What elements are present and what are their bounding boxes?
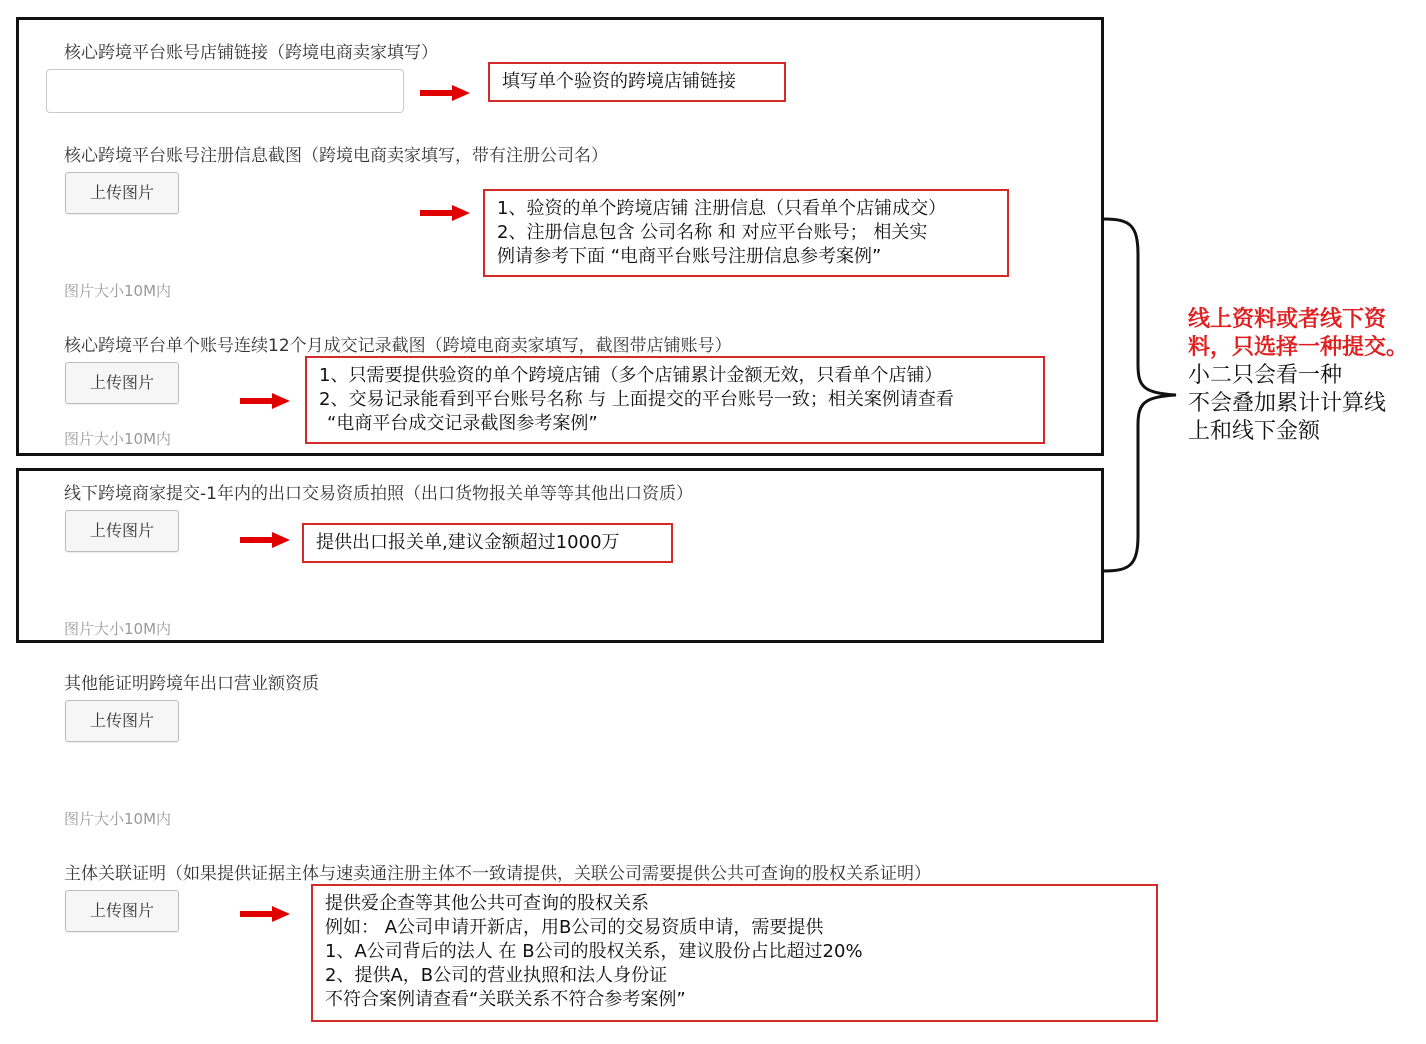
right-brace-icon [1100,215,1180,575]
export-note: 提供出口报关单,建议金额超过1000万 [302,523,673,563]
side-note-red-line: 线上资料或者线下资 [1188,307,1387,332]
relation-note: 提供爱企查等其他公共可查询的股权关系 例如： A公司申请开新店，用B公司的交易资质申请，需要提供 1、A公司背后的法人 在 B公司的股权关系，建议股份占比超过20% 2、提供A，B公司的营业执照和法人身份证 不符合案例请查看“关联关系不符合参考案例” [311,884,1158,1022]
export-size-hint: 图片大小10M内 [64,620,172,638]
store-link-input[interactable] [46,69,404,113]
right-arrow-icon [420,85,470,101]
registration-size-hint: 图片大小10M内 [64,282,172,300]
right-arrow-icon [240,393,290,409]
other-size-hint: 图片大小10M内 [64,810,172,828]
transaction-note: 1、只需要提供验资的单个跨境店铺（多个店铺累计金额无效，只看单个店铺） 2、交易记录能看到平台账号名称 与 上面提交的平台账号一致；相关案例请查看 “电商平台成交记录截图参考案例” [305,356,1045,444]
store-link-label: 核心跨境平台账号店铺链接（跨境电商卖家填写） [64,43,438,63]
transaction-record-label: 核心跨境平台单个账号连续12个月成交记录截图（跨境电商卖家填写，截图带店铺账号） [64,336,732,356]
store-link-note: 填写单个验资的跨境店铺链接 [488,62,786,102]
upload-export-button[interactable]: 上传图片 [65,510,179,552]
side-note-black-line: 不会叠加累计计算线 [1188,391,1387,416]
right-arrow-icon [420,205,470,221]
right-arrow-icon [240,906,290,922]
side-note-black-line: 上和线下金额 [1188,419,1321,444]
transaction-size-hint: 图片大小10M内 [64,430,172,448]
side-note-red-line: 料，只选择一种提交。 [1188,335,1409,360]
registration-screenshot-label: 核心跨境平台账号注册信息截图（跨境电商卖家填写，带有注册公司名） [64,146,608,166]
upload-transaction-button[interactable]: 上传图片 [65,362,179,404]
registration-note: 1、验资的单个跨境店铺 注册信息（只看单个店铺成交） 2、注册信息包含 公司名称 和 对应平台账号； 相关实 例请参考下面 “电商平台账号注册信息参考案例” [483,189,1009,277]
upload-registration-button[interactable]: 上传图片 [65,172,179,214]
right-arrow-icon [240,532,290,548]
side-note [1188,306,1408,446]
upload-other-button[interactable]: 上传图片 [65,700,179,742]
upload-relation-button[interactable]: 上传图片 [65,890,179,932]
entity-relation-label: 主体关联证明（如果提供证据主体与速卖通注册主体不一致请提供，关联公司需要提供公共可查询的股权关系证明） [64,864,931,884]
offline-export-label: 线下跨境商家提交-1年内的出口交易资质拍照（出口货物报关单等等其他出口资质） [64,484,693,504]
side-note-black-line: 小二只会看一种 [1188,363,1343,388]
other-export-label: 其他能证明跨境年出口营业额资质 [64,674,319,694]
